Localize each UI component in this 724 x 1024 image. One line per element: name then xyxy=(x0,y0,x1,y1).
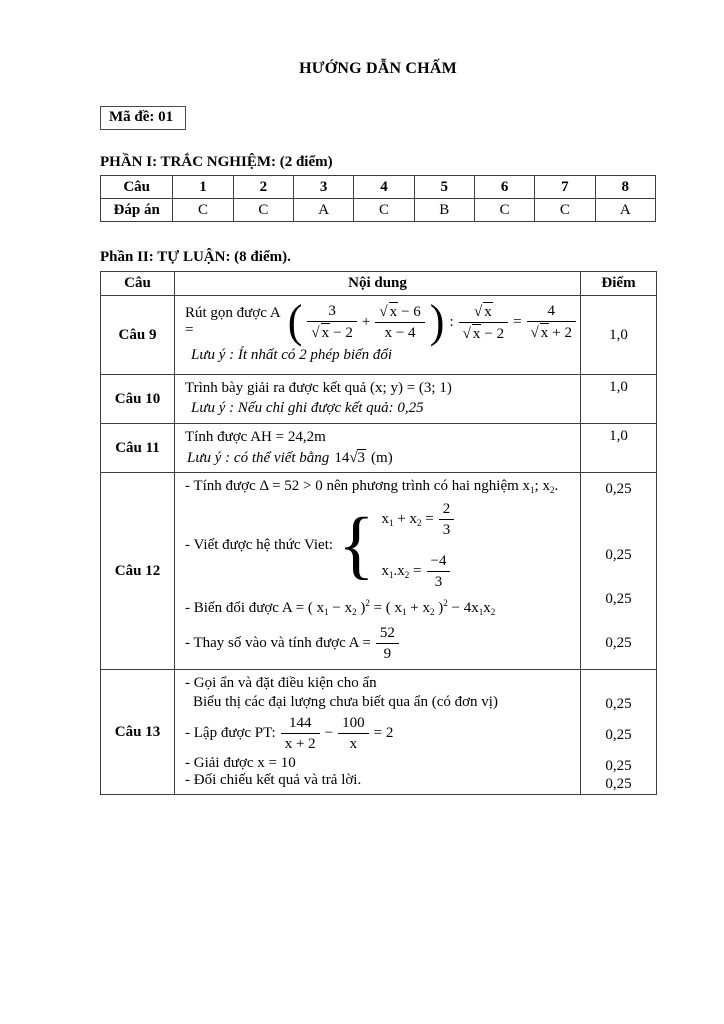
fraction-numerator: 4 xyxy=(527,302,576,322)
q11-note-prefix: Lưu ý : có thể viết bằng xyxy=(187,450,330,466)
points-value: 0,25 xyxy=(605,591,632,607)
system-eq1: $x_1 + x_2$ = $\frac{2}{3}$ xyxy=(382,500,455,539)
points-value: 0,25 xyxy=(605,696,632,712)
q11-note-suffix: (m) xyxy=(371,450,393,466)
q12-line4-prefix: - Thay số vào và tính được A = xyxy=(185,635,371,651)
exam-code-label: Mã đề: 01 xyxy=(109,109,174,125)
header-question-col: Câu xyxy=(101,272,175,296)
fraction: $\frac{2}{3}$ xyxy=(439,500,455,539)
essay-row-q9 xyxy=(101,296,657,375)
q13-equation xyxy=(185,714,576,753)
mcq-question-row xyxy=(101,176,656,199)
fraction-denominator: √ x + 2 xyxy=(530,325,572,341)
fraction: $\frac{52}{9}$ xyxy=(376,624,399,663)
q13-line4: - Đối chiếu kết quả và trả lời. xyxy=(185,772,362,788)
essay-header-row xyxy=(101,272,657,296)
q9-formula-prefix: Rút gọn được A = xyxy=(185,305,280,338)
q10-points: 1,0 xyxy=(581,375,657,424)
mcq-question-number: 3 xyxy=(294,176,354,199)
points-value: 0,25 xyxy=(605,758,632,774)
q13-line1a: - Gọi ẩn và đặt điều kiện cho ẩn xyxy=(185,675,377,691)
essay-row-q11 xyxy=(101,424,657,473)
sqrt-icon: √ xyxy=(530,325,538,341)
q11-content xyxy=(175,424,581,473)
q12-content xyxy=(175,473,581,670)
part2-heading: Phần II: TỰ LUẬN: (8 điểm). xyxy=(100,249,291,265)
points-value: 0,25 xyxy=(605,547,632,563)
exam-code-box xyxy=(100,106,186,130)
fraction: $\frac{-4}{3}$ xyxy=(427,552,451,591)
q11-label: Câu 11 xyxy=(101,424,175,473)
system-eq2: $x_1.x_2$ = $\frac{-4}{3}$ xyxy=(382,552,455,591)
part1-heading: PHẦN I: TRẮC NGHIỆM: (2 điểm) xyxy=(100,154,333,170)
q10-content xyxy=(175,375,581,424)
q13-content xyxy=(175,670,581,795)
essay-row-q10 xyxy=(101,375,657,424)
points-value: 0,25 xyxy=(605,635,632,651)
sqrt-icon: √ xyxy=(462,325,470,342)
q12-line3: - Biến đổi được A = ( $x_1 - x_2$ )$^2$ = ( $x_1 + x_2$ )$^2 - 4x_1x_2$ xyxy=(185,598,496,617)
divide-operator: : xyxy=(449,313,454,330)
q13-points xyxy=(581,670,657,795)
q12-line1: - Tính được Δ = 52 > 0 nên phương trình có hai nghiệm $x_1$; $x_2$. xyxy=(185,478,559,495)
q11-line1: Tính được AH = 24,2m xyxy=(185,429,326,445)
mcq-answer-table xyxy=(100,175,656,222)
q13-label: Câu 13 xyxy=(101,670,175,795)
mcq-question-row-label: Câu xyxy=(101,176,173,199)
sqrt-icon: √ xyxy=(379,304,387,320)
close-paren: ) xyxy=(429,295,445,348)
q13-line2-prefix: - Lập được PT: xyxy=(185,725,276,741)
q11-note xyxy=(187,450,576,467)
q12-points xyxy=(581,473,657,670)
plus-operator: + xyxy=(361,313,371,330)
system-brace: { xyxy=(338,503,375,588)
q13-line1b: Biểu thị các đại lượng chưa biết qua ẩn (có đơn vị) xyxy=(193,694,498,710)
mcq-question-number: 4 xyxy=(354,176,414,199)
q12-line4 xyxy=(185,624,576,663)
mcq-question-number: 7 xyxy=(535,176,595,199)
fraction xyxy=(307,302,356,342)
fraction-numerator: √ x xyxy=(459,302,508,323)
mcq-answer-value: A xyxy=(595,199,655,222)
page-title: HƯỚNG DẪN CHẤM xyxy=(299,60,457,77)
fraction-numerator: 3 xyxy=(307,302,356,322)
q11-points: 1,0 xyxy=(581,424,657,473)
mcq-answer-value: C xyxy=(354,199,414,222)
mcq-question-number: 1 xyxy=(173,176,233,199)
mcq-answer-value: C xyxy=(474,199,534,222)
header-content-col: Nội dung xyxy=(175,272,581,296)
mcq-question-number: 6 xyxy=(474,176,534,199)
mcq-question-number: 8 xyxy=(595,176,655,199)
mcq-answer-value: A xyxy=(294,199,354,222)
mcq-answer-row xyxy=(101,199,656,222)
q10-note: Lưu ý : Nếu chỉ ghi được kết quả: 0,25 xyxy=(191,400,424,416)
fraction-denominator: √ x − 2 xyxy=(311,325,353,341)
essay-grading-table xyxy=(100,271,657,795)
essay-row-q12 xyxy=(101,473,657,670)
mcq-answer-value: B xyxy=(414,199,474,222)
mcq-answer-row-label: Đáp án xyxy=(101,199,173,222)
q9-label: Câu 9 xyxy=(101,296,175,375)
mcq-answer-value: C xyxy=(535,199,595,222)
points-value: 0,25 xyxy=(605,776,632,792)
q10-line1: Trình bày giải ra được kết quả (x; y) = (3; 1) xyxy=(185,380,452,396)
q11-note-value: 14√3 xyxy=(334,450,366,466)
fraction: $\frac{100}{x}$ xyxy=(338,714,369,753)
points-value: 0,25 xyxy=(605,481,632,497)
q13-line3: - Giải được x = 10 xyxy=(185,755,296,771)
fraction-numerator: √ x − 6 xyxy=(375,302,424,323)
equation-system xyxy=(382,500,455,591)
mcq-question-number: 2 xyxy=(233,176,293,199)
sqrt-overbar: 3 xyxy=(357,450,366,466)
mcq-question-number: 5 xyxy=(414,176,474,199)
equals-operator: = xyxy=(513,313,522,330)
q13-line2-suffix: = 2 xyxy=(373,725,394,741)
sqrt-icon: √ xyxy=(473,303,482,320)
fraction-denominator: x − 4 xyxy=(384,325,416,341)
open-paren: ( xyxy=(287,295,303,348)
fraction xyxy=(375,302,424,342)
fraction-denominator: √ x − 2 xyxy=(462,325,505,342)
q12-label: Câu 12 xyxy=(101,473,175,670)
q9-content xyxy=(175,296,581,375)
points-value: 0,25 xyxy=(605,727,632,743)
mcq-answer-value: C xyxy=(233,199,293,222)
document-content xyxy=(100,60,656,795)
header-points-col: Điểm xyxy=(581,272,657,296)
minus-operator: − xyxy=(324,725,334,741)
fraction xyxy=(527,302,576,342)
q10-label: Câu 10 xyxy=(101,375,175,424)
mcq-answer-value: C xyxy=(173,199,233,222)
q12-viet-system xyxy=(185,500,576,591)
fraction xyxy=(459,302,508,343)
q9-formula xyxy=(185,295,576,348)
q9-note: Lưu ý : Ít nhất có 2 phép biến đổi xyxy=(191,347,393,363)
essay-row-q13 xyxy=(101,670,657,795)
q9-points: 1,0 xyxy=(581,296,657,375)
q12-line2-prefix: - Viết được hệ thức Viet: xyxy=(185,537,334,553)
sqrt-icon: √ xyxy=(311,325,319,341)
fraction: $\frac{144}{x + 2}$ xyxy=(281,714,320,753)
